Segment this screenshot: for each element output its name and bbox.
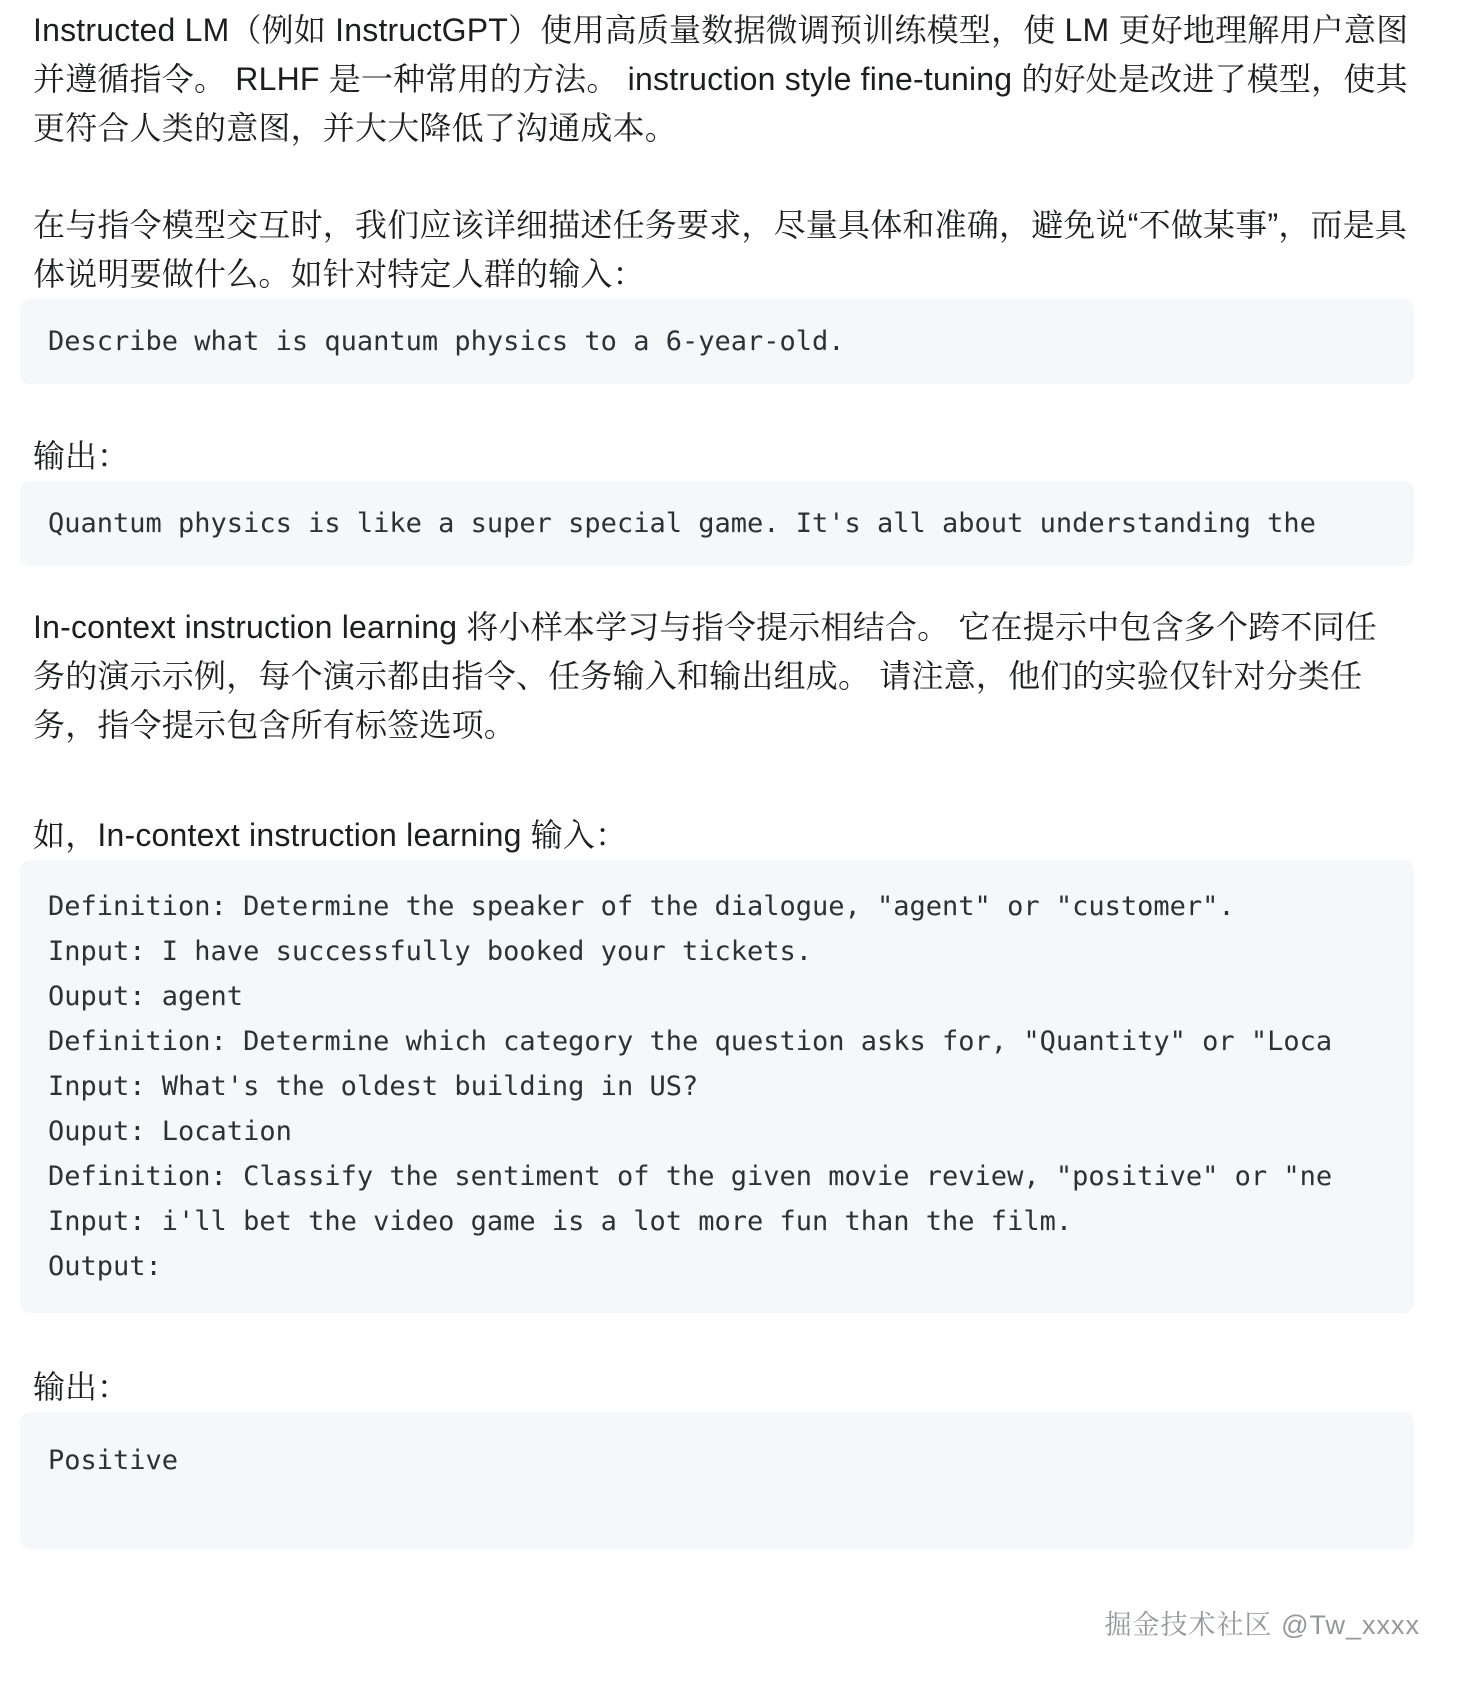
code-line: Input: I have successfully booked your tickets. bbox=[48, 936, 813, 967]
code-line: Input: What's the oldest building in US? bbox=[48, 1071, 699, 1102]
output-label-2: 输出： bbox=[33, 1369, 130, 1405]
paragraph-line: 务的演示示例，每个演示都由指令、任务输入和输出组成。 请注意，他们的实验仅针对分类任 bbox=[33, 658, 1363, 694]
output-label-1: 输出： bbox=[33, 438, 130, 474]
paragraph-line: 并遵循指令。 RLHF 是一种常用的方法。 instruction style fine-tuning 的好处是改进了模型，使其 bbox=[33, 61, 1408, 97]
code-block-quantum-prompt[interactable] bbox=[20, 299, 1414, 384]
paragraph-line: 更符合人类的意图，并大大降低了沟通成本。 bbox=[33, 110, 678, 146]
code-text: Quantum physics is like a super special game. It's all about understanding the bbox=[48, 508, 1316, 539]
code-block-in-context-examples[interactable] bbox=[20, 860, 1414, 1313]
code-line: Ouput: agent bbox=[48, 981, 244, 1012]
code-text: Positive bbox=[48, 1445, 179, 1476]
paragraph-line: 如，In-context instruction learning 输入： bbox=[33, 817, 628, 853]
code-line: Definition: Determine which category the question asks for, "Quantity" or "Loca bbox=[48, 1026, 1333, 1057]
paragraph-line: Instructed LM（例如 InstructGPT）使用高质量数据微调预训练模型，使 LM 更好地理解用户意图 bbox=[33, 12, 1409, 48]
code-block-quantum-answer[interactable] bbox=[20, 481, 1414, 566]
code-line: Ouput: Location bbox=[48, 1116, 292, 1147]
paragraph-line: 务，指令提示包含所有标签选项。 bbox=[33, 707, 517, 743]
paragraph-instructed-lm bbox=[33, 6, 1478, 153]
code-line: Output: bbox=[48, 1251, 162, 1282]
paragraph-line: 在与指令模型交互时，我们应该详细描述任务要求，尽量具体和准确，避免说“不做某事”，而是具 bbox=[33, 207, 1408, 243]
paragraph-in-context-input-intro bbox=[33, 811, 1478, 860]
code-block-positive-answer[interactable] bbox=[20, 1412, 1414, 1549]
paragraph-interaction-advice bbox=[33, 201, 1478, 299]
paragraph-line: 体说明要做什么。如针对特定人群的输入： bbox=[33, 256, 645, 292]
code-line: Input: i'll bet the video game is a lot more fun than the film. bbox=[48, 1206, 1073, 1237]
watermark-juejin-community: 掘金技术社区 @Tw_xxxx bbox=[1104, 1610, 1420, 1640]
paragraph-line: In-context instruction learning 将小样本学习与指令提示相结合。 它在提示中包含多个跨不同任 bbox=[33, 609, 1377, 645]
code-text: Describe what is quantum physics to a 6-year-old. bbox=[48, 326, 845, 357]
paragraph-in-context-learning bbox=[33, 603, 1478, 750]
code-line: Definition: Classify the sentiment of the given movie review, "positive" or "ne bbox=[48, 1161, 1333, 1192]
code-line: Definition: Determine the speaker of the dialogue, "agent" or "customer". bbox=[48, 891, 1235, 922]
article-content bbox=[0, 6, 1478, 1549]
